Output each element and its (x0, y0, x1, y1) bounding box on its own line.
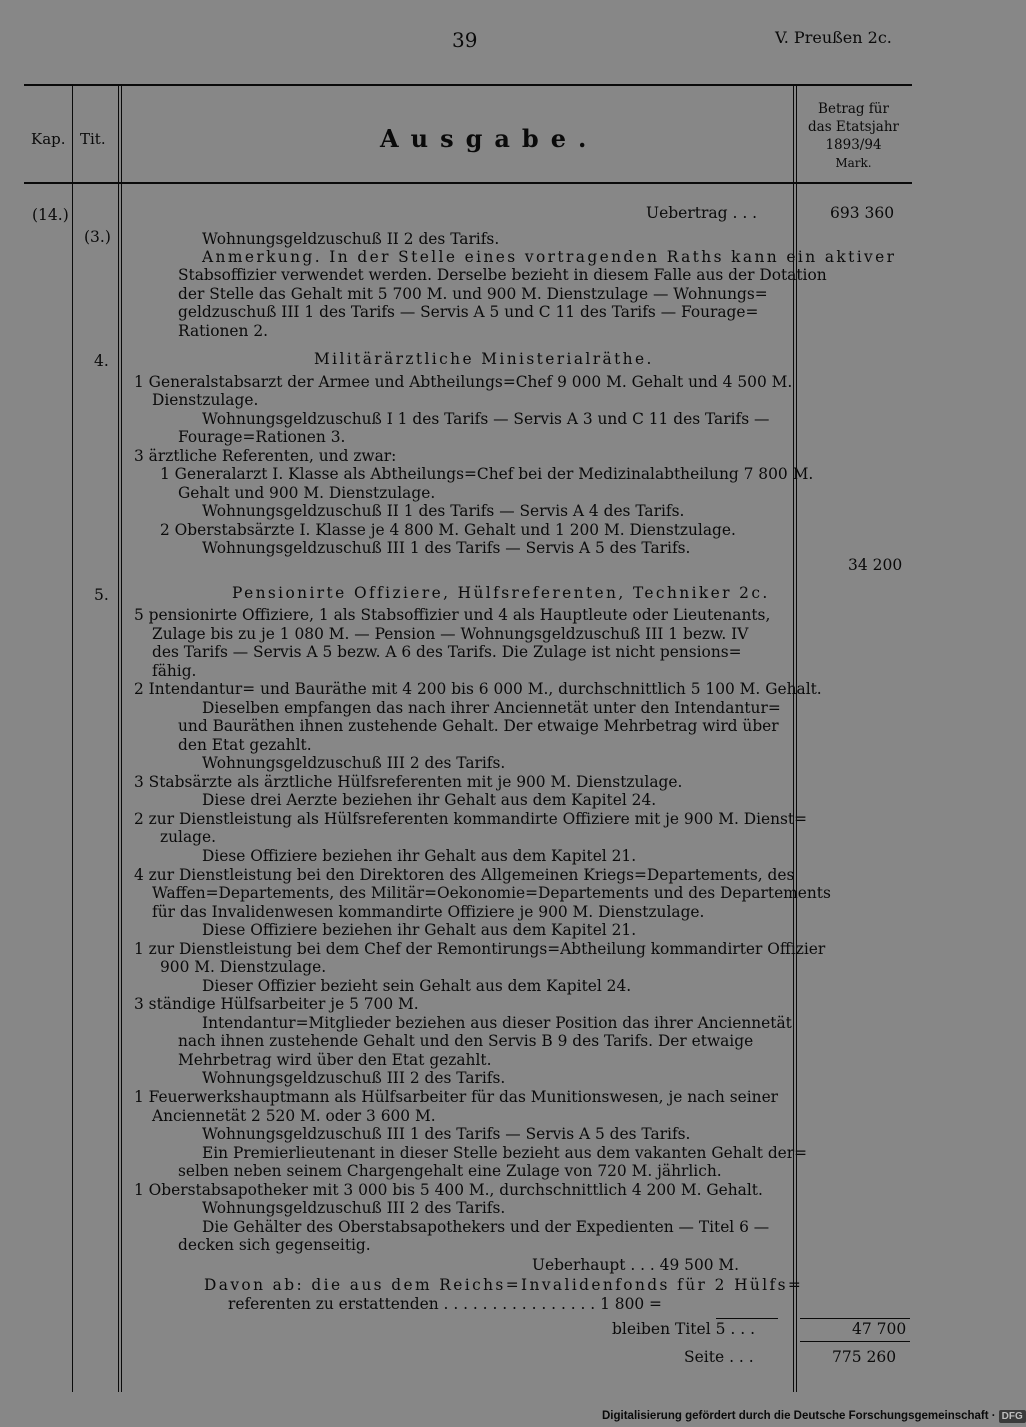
text-line: Wohnungsgeldzuschuß III 2 des Tarifs. (202, 754, 506, 772)
bleiben-label: bleiben Titel 5 . . . (612, 1320, 756, 1338)
text-line: Wohnungsgeldzuschuß III 2 des Tarifs. (202, 1069, 506, 1087)
amount-rule-1 (800, 1318, 910, 1319)
kap-label: (14.) (32, 206, 69, 224)
text-line: 3 Stabsärzte als ärztliche Hülfsreferenten mit je 900 M. Dienstzulage. (134, 773, 683, 791)
text-line: und Bauräthen ihnen zustehende Gehalt. Der etwaige Mehrbetrag wird über (178, 717, 779, 735)
top-rule (24, 84, 912, 86)
col-header-line-2: das Etatsjahr (808, 119, 899, 135)
col-header-tit: Tit. (80, 130, 106, 148)
text-line: 900 M. Dienstzulage. (160, 958, 327, 976)
section-heading: Pensionirte Offiziere, Hülfsreferenten, Techniker 2c. (232, 584, 770, 602)
text-line: 1 Feuerwerkshauptmann als Hülfsarbeiter für das Munitionswesen, je nach seiner (134, 1088, 779, 1106)
page-number: 39 (452, 28, 478, 52)
uebertrag-label: Uebertrag . . . (646, 204, 758, 222)
text-line: Intendantur=Mitglieder beziehen aus dieser Position das ihrer Anciennetät (202, 1014, 792, 1032)
text-line: für das Invalidenwesen kommandirte Offiziere je 900 M. Dienstzulage. (152, 903, 705, 921)
text-line: 1 Oberstabsapotheker mit 3 000 bis 5 400 M., durchschnittlich 4 200 M. Gehalt. (134, 1181, 763, 1199)
dfg-logo: DFG (999, 1410, 1026, 1423)
text-line: nach ihnen zustehende Gehalt und den Servis B 9 des Tarifs. Der etwaige (178, 1032, 754, 1050)
text-line: 2 Oberstabsärzte I. Klasse je 4 800 M. Gehalt und 1 200 M. Dienstzulage. (160, 521, 736, 539)
text-line: Die Gehälter des Oberstabsapothekers und der Expedienten — Titel 6 — (202, 1218, 770, 1236)
col-header-amount (797, 100, 910, 172)
text-line: Waffen=Departements, des Militär=Oekonomie=Departements und des Departements (152, 884, 831, 902)
tit-label-3: (3.) (84, 228, 111, 246)
sum-rule (716, 1318, 778, 1319)
text-line: Gehalt und 900 M. Dienstzulage. (178, 484, 436, 502)
tit-label-5: 5. (94, 586, 109, 604)
seite-label: Seite . . . (684, 1348, 754, 1366)
text-line: des Tarifs — Servis A 5 bezw. A 6 des Tarifs. Die Zulage ist nicht pensions= (152, 643, 742, 661)
text-line: Anmerkung. In der Stelle eines vortragenden Raths kann ein aktiver (202, 248, 897, 266)
text-line: Wohnungsgeldzuschuß III 1 des Tarifs — Servis A 5 des Tarifs. (202, 1125, 691, 1143)
title-4-total: 34 200 (848, 556, 903, 574)
title-5-total: 47 700 (852, 1320, 907, 1338)
text-line: 5 pensionirte Offiziere, 1 als Stabsoffizier und 4 als Hauptleute oder Lieutenants, (134, 606, 771, 624)
text-line: Ein Premierlieutenant in dieser Stelle bezieht aus dem vakanten Gehalt der= (202, 1144, 808, 1162)
text-line: 2 Intendantur= und Bauräthe mit 4 200 bis 6 000 M., durchschnittlich 5 100 M. Gehalt. (134, 680, 822, 698)
table-title: Ausgabe. (380, 124, 599, 153)
text-line: Wohnungsgeldzuschuß III 2 des Tarifs. (202, 1199, 506, 1217)
section-heading: Militärärztliche Ministerialräthe. (314, 350, 654, 368)
text-line: Diese Offiziere beziehen ihr Gehalt aus dem Kapitel 21. (202, 847, 637, 865)
deduction-line: Davon ab: die aus dem Reichs=Invalidenfonds für 2 Hülfs= (204, 1276, 804, 1294)
text-line: Wohnungsgeldzuschuß II 1 des Tarifs — Servis A 4 des Tarifs. (202, 502, 685, 520)
col-divider-2b (121, 86, 122, 1392)
text-line: 2 zur Dienstleistung als Hülfsreferenten kommandirte Offiziere mit je 900 M. Dienst= (134, 810, 808, 828)
text-line: der Stelle das Gehalt mit 5 700 M. und 900 M. Dienstzulage — Wohnungs= (178, 285, 768, 303)
text-line: selben neben seinem Chargengehalt eine Zulage von 720 M. jährlich. (178, 1162, 722, 1180)
text-line: Rationen 2. (178, 322, 268, 340)
text-line: 3 ärztliche Referenten, und zwar: (134, 447, 397, 465)
text-line: 4 zur Dienstleistung bei den Direktoren des Allgemeinen Kriegs=Departements, des (134, 866, 795, 884)
text-line: Diese drei Aerzte beziehen ihr Gehalt aus dem Kapitel 24. (202, 791, 657, 809)
text-line: geldzuschuß III 1 des Tarifs — Servis A 5 und C 11 des Tarifs — Fourage= (178, 303, 759, 321)
text-line: Wohnungsgeldzuschuß II 2 des Tarifs. (202, 230, 500, 248)
deduction-line-2: referenten zu erstattenden . . . . . . . . . . . . . . . . 1 800 = (228, 1295, 662, 1313)
col-divider-2 (118, 86, 119, 1392)
col-header-kap: Kap. (31, 130, 66, 148)
seite-total: 775 260 (832, 1348, 897, 1366)
col-divider-1 (72, 86, 73, 1392)
subtotal-line: Ueberhaupt . . . 49 500 M. (532, 1256, 740, 1274)
text-line: Dienstzulage. (152, 391, 259, 409)
uebertrag-amount: 693 360 (830, 204, 895, 222)
text-line: 1 Generalstabsarzt der Armee und Abtheilungs=Chef 9 000 M. Gehalt und 4 500 M. (134, 373, 793, 391)
text-line: Zulage bis zu je 1 080 M. — Pension — Wohnungsgeldzuschuß III 1 bezw. IV (152, 625, 749, 643)
text-line: Wohnungsgeldzuschuß III 1 des Tarifs — Servis A 5 des Tarifs. (202, 539, 691, 557)
tit-label-4: 4. (94, 352, 109, 370)
text-line: Anciennetät 2 520 M. oder 3 600 M. (152, 1107, 436, 1125)
text-line: 1 Generalarzt I. Klasse als Abtheilungs=Chef bei der Medizinalabtheilung 7 800 M. (160, 465, 814, 483)
text-line: Dieselben empfangen das nach ihrer Anciennetät unter den Intendantur= (202, 699, 781, 717)
text-line: Fourage=Rationen 3. (178, 428, 346, 446)
text-line: den Etat gezahlt. (178, 736, 312, 754)
footer-text: Digitalisierung gefördert durch die Deutsche Forschungsgemeinschaft · (602, 1410, 996, 1422)
text-line: Wohnungsgeldzuschuß I 1 des Tarifs — Servis A 3 und C 11 des Tarifs — (202, 410, 770, 428)
running-head: V. Preußen 2c. (775, 28, 892, 47)
amount-rule-2 (800, 1341, 910, 1342)
text-line: Diese Offiziere beziehen ihr Gehalt aus dem Kapitel 21. (202, 921, 637, 939)
header-bottom-rule (24, 182, 912, 184)
text-line: zulage. (160, 828, 216, 846)
text-line: fähig. (152, 662, 197, 680)
text-line: 3 ständige Hülfsarbeiter je 5 700 M. (134, 995, 419, 1013)
col-header-line-1: Betrag für (818, 101, 889, 117)
col-header-line-4: Mark. (835, 156, 872, 170)
text-line: decken sich gegenseitig. (178, 1236, 371, 1254)
footer-credit (602, 1410, 1026, 1423)
text-line: Stabsoffizier verwendet werden. Derselbe bezieht in diesem Falle aus der Dotation (178, 266, 827, 284)
col-header-line-3: 1893/94 (825, 137, 882, 153)
text-line: 1 zur Dienstleistung bei dem Chef der Remontirungs=Abtheilung kommandirter Offizier (134, 940, 826, 958)
text-line: Mehrbetrag wird über den Etat gezahlt. (178, 1051, 492, 1069)
text-line: Dieser Offizier bezieht sein Gehalt aus dem Kapitel 24. (202, 977, 632, 995)
